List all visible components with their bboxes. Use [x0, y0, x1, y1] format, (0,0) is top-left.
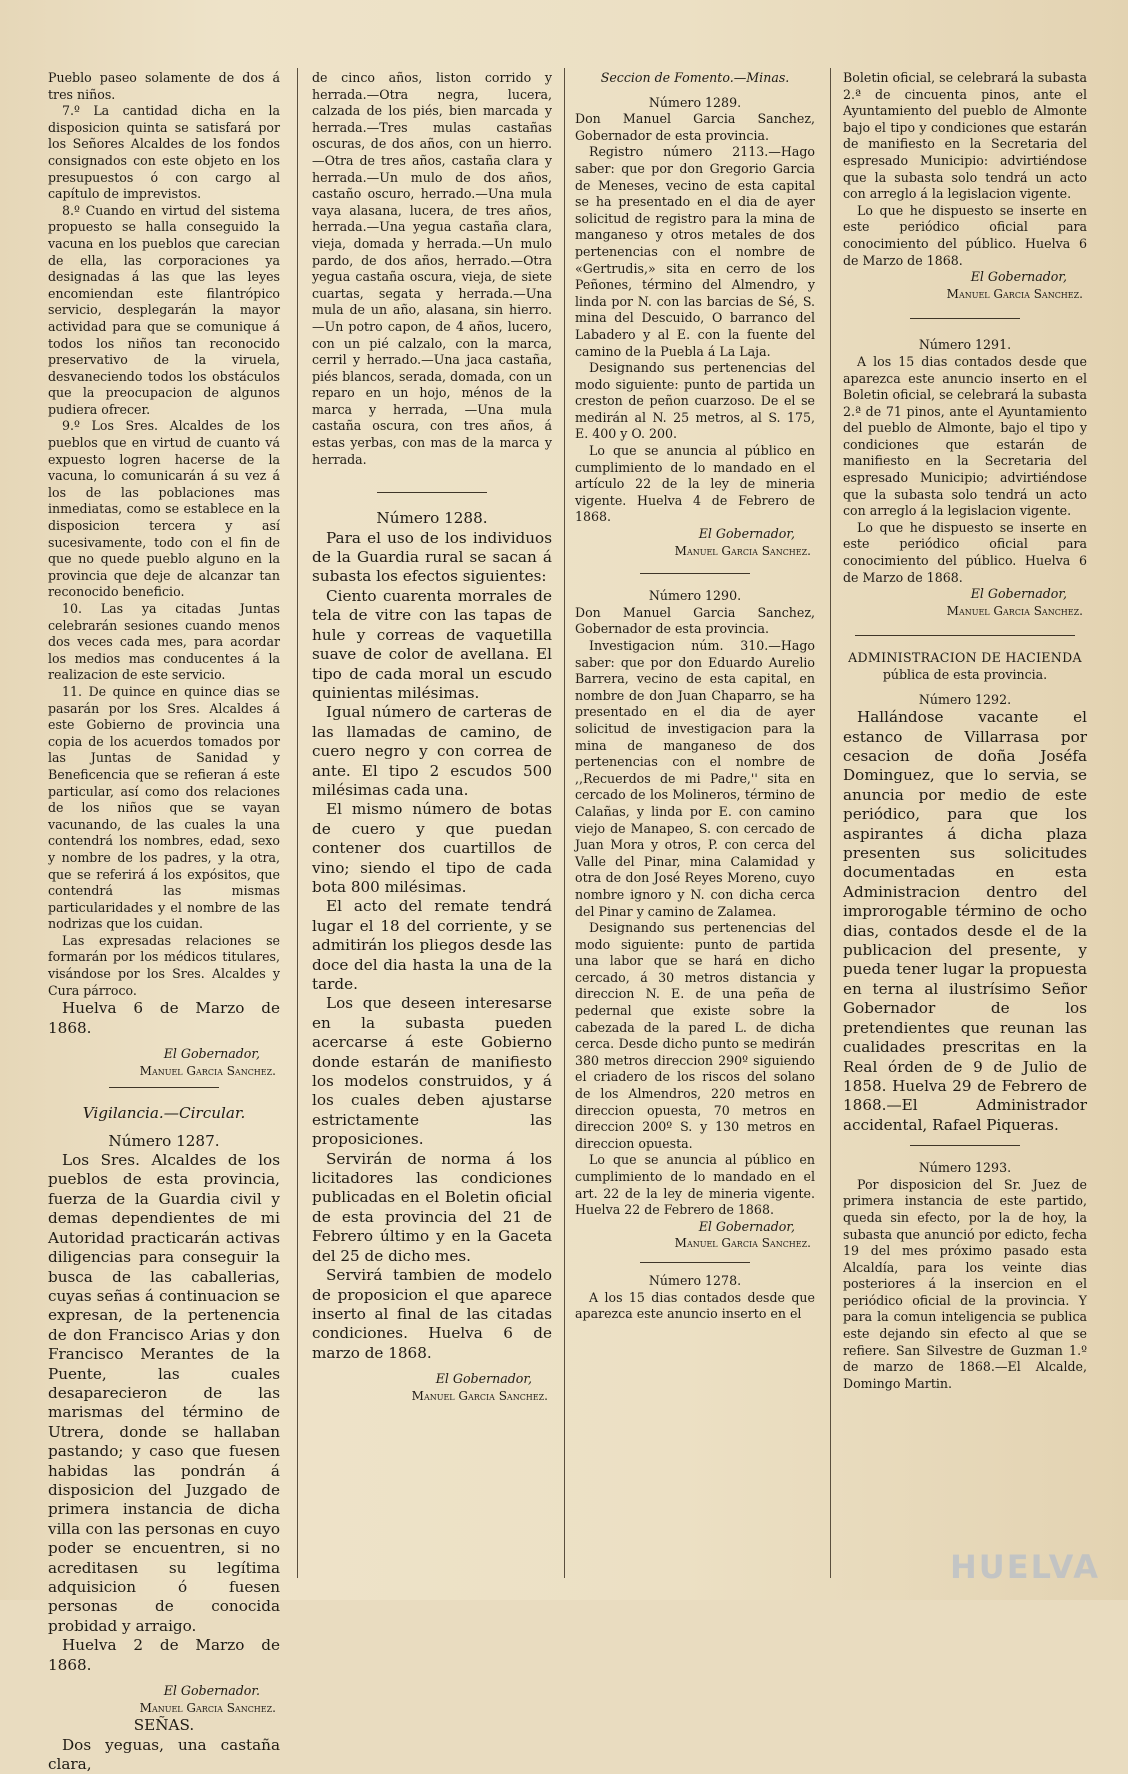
signature-name: Manuel Garcia Sanchez.	[946, 603, 1083, 618]
paragraph: 11. De quince en quince dias se pasarán por los Sres. Alcaldes á este Gobierno de provincia una copia de los acuerdos tomados por las Juntas de Sanidad y Beneficencia que se refieran á este particular, así como dos relaciones de los niños que se vayan vacunando, de las cuales la una contendrá los nombres, edad, sexo y nombre de los padres, y la otra, que se referirá á los expósitos, que contendrá las mismas particularidades y el nombre de las nodrizas que los cuidan.	[48, 683, 280, 932]
notice-number: Número 1293.	[918, 1160, 1012, 1176]
paragraph: 10. Las ya citadas Juntas celebrarán sesiones cuando menos dos veces cada mes, para acordar los medios mas conducentes á la realizacion de este servicio.	[48, 601, 280, 683]
paragraph: Hallándose vacante el estanco de Villarrasa por cesacion de doña Joséfa Dominguez, que lo servia, se anuncia por medio de este periódico, para que los aspirantes á dicha plaza presenten sus solicitudes documentadas en esta Administracion dentro del improrogable término de ocho dias, contados desde el de la publicacion del presente, y pueda tener lugar la propuesta en terna al ilustrísimo Señor Gobernador de los pretendientes que reunan las cualidades prescritas en la Real órden de 9 de Julio de 1858. Huelva 29 de Febrero de 1868.—El Administrador accidental, Rafael Piqueras.	[843, 708, 1087, 1134]
paragraph: Las expresadas relaciones se formarán por los médicos titulares, visándose por los Sres. Alcaldes y Cura párroco.	[48, 932, 280, 998]
notice-number: Número 1292.	[918, 691, 1012, 707]
column-rule	[564, 68, 565, 1578]
signature-title: El Gobernador.	[163, 1683, 260, 1699]
paragraph: Servirá tambien de modelo de proposicion el que aparece inserto al final de las citadas condiciones. Huelva 6 de marzo de 1868.	[312, 1266, 552, 1362]
paragraph: Por disposicion del Sr. Juez de primera instancia de este partido, queda sin efecto, por la de hoy, la subasta que anunció por edicto, fecha 19 del mes próximo pasado esta Alcaldía, para los veinte dias posteriores á la insercion en el periódico oficial de la provincia. Y para la comun inteligencia se publica este dejando sin efecto al que se refiere. San Silvestre de Guzman 1.º de marzo de 1868.—El Alcalde, Domingo Martin.	[843, 1176, 1087, 1391]
notice-number: Número 1287.	[108, 1131, 220, 1150]
signature-name: Manuel Garcia Sanchez.	[139, 1063, 276, 1078]
date-line: Huelva 6 de Marzo de 1868.	[48, 999, 280, 1037]
separator	[910, 1145, 1020, 1146]
signature-title: El Gobernador,	[698, 1218, 795, 1234]
separator	[640, 573, 750, 574]
separator	[109, 1087, 219, 1088]
signature-title: El Gobernador,	[970, 269, 1067, 285]
signature-title: El Gobernador,	[698, 526, 795, 542]
paragraph: Igual número de carteras de las llamadas de camino, de cuero negro y con correa de ante. El tipo 2 escudos 500 milésimas cada una.	[312, 703, 552, 799]
signature-title: El Gobernador,	[435, 1371, 532, 1387]
paragraph: Lo que he dispuesto se inserte en este periódico oficial para conocimiento del público. Huelva 6 de Marzo de 1868.	[843, 519, 1087, 585]
paragraph: Dos yeguas, una castaña clara,	[48, 1735, 280, 1774]
paragraph: 8.º Cuando en virtud del sistema propuesto se halla conseguido la vacuna en los pueblos que carecian de ella, las corporaciones ya designadas á las que las leyes encomiendan este filantrópico servicio, desplegarán la mayor actividad para que se comunique á todos los niños tan reconocido preservativo de la viruela, desvaneciendo todos los obstáculos que la preocupacion de algunos pudiera ofrecer.	[48, 202, 280, 417]
section-heading: SEÑAS.	[133, 1716, 195, 1735]
notice-number: Número 1291.	[918, 337, 1012, 353]
paragraph: Ciento cuarenta morrales de tela de vitre con las tapas de hule y correas de vaquetilla suave de color de avellana. El tipo de cada moral un escudo quinientas milésimas.	[312, 586, 552, 702]
signature-name: Manuel Garcia Sanchez.	[674, 1236, 811, 1251]
paragraph: Boletin oficial, se celebrará la subasta 2.ª de cincuenta pinos, ante el Ayuntamiento del pueblo de Almonte bajo el tipo y condiciones que estarán de manifiesto en la Secretaria del espresado Municipio: advirtiéndose que la subasta solo tendrá un acto con arreglo á la legislacion vigente.	[843, 70, 1087, 202]
paragraph: Designando sus pertenencias del modo siguiente: punto de partida un creston de peñon cuarzoso. De el se medirán al N. 25 metros, al S. 175, E. 400 y O. 200.	[575, 360, 815, 442]
notice-header: Don Manuel Garcia Sanchez, Gobernador de esta provincia.	[575, 111, 815, 143]
section-subheading: pública de esta provincia.	[882, 667, 1048, 682]
paragraph: Para el uso de los individuos de la Guardia rural se sacan á subasta los efectos siguientes:	[312, 528, 552, 586]
signature-name: Manuel Garcia Sanchez.	[411, 1388, 548, 1403]
paragraph: A los 15 dias contados desde que aparezca este anuncio inserto en el Boletin oficial, se celebrará la subasta 2.ª de 71 pinos, ante el Ayuntamiento del pueblo de Almonte, bajo el tipo y condiciones que estarán de manifiesto en la Secretaria del espresado Municipio; advirtiéndose que la subasta solo tendrá un acto con arreglo á la legislacion vigente.	[843, 353, 1087, 519]
paragraph: Lo que se anuncia al público en cumplimiento de lo mandado en el artículo 22 de la ley de mineria vigente. Huelva 4 de Febrero de 1868.	[575, 443, 815, 525]
paragraph: A los 15 dias contados desde que aparezca este anuncio inserto en el	[575, 1289, 815, 1322]
paragraph: Los que deseen interesarse en la subasta pueden acercarse á este Gobierno donde estarán de manifiesto los modelos construidos, y á los cuales deben ajustarse estrictamente las proposiciones.	[312, 994, 552, 1149]
separator	[640, 1262, 750, 1263]
paragraph: 9.º Los Sres. Alcaldes de los pueblos que en virtud de cuanto vá expuesto logren hacerse de la vacuna, lo comunicarán á su vez á los de las poblaciones mas inmediatas, como se establece en la disposicion tercera y así sucesivamente, todo con el fin de que no quede pueblo alguno en la provincia que deje de alcanzar tan reconocido beneficio.	[48, 418, 280, 600]
paragraph: Los Sres. Alcaldes de los pueblos de esta provincia, fuerza de la Guardia civil y demas dependientes de mi Autoridad practicarán activas diligencias para conseguir la busca de las caballerias, cuyas señas á continuacion se expresan, de la pertenencia de don Francisco Arias y don Francisco Merantes de la Puente, las cuales desaparecieron de las marismas del término de Utrera, donde se hallaban pastando; y caso que fuesen habidas las pondrán á disposicion del Juzgado de primera instancia de dicha villa con las personas en cuyo poder se encuentren, si no acreditasen su legítima adquisicion ó fuesen personas de conocida probidad y arraigo.	[48, 1151, 280, 1635]
notice-number: Número 1278.	[648, 1272, 742, 1288]
section-heading: Seccion de Fomento.—Minas.	[600, 70, 790, 85]
separator	[855, 635, 1075, 636]
section-heading: Vigilancia.—Circular.	[82, 1104, 246, 1123]
separator	[377, 492, 487, 493]
column-rule	[830, 68, 831, 1578]
notice-number: Número 1290.	[648, 588, 742, 604]
notice-header: Don Manuel Garcia Sanchez, Gobernador de esta provincia.	[575, 604, 815, 637]
separator	[910, 318, 1020, 319]
paragraph: Pueblo paseo solamente de dos á tres niños.	[48, 70, 280, 102]
column-2	[312, 70, 552, 1580]
notice-number: Número 1288.	[376, 509, 488, 528]
notice-number: Número 1289.	[648, 94, 742, 110]
section-heading: ADMINISTRACION DE HACIENDA	[848, 650, 1082, 666]
paragraph: Designando sus pertenencias del modo siguiente: punto de partida una labor que se hará en dicho cercado, á 30 metros distancia y direccion N. E. de una peña de pedernal que existe sobre la cabezada de la pared L. de dicha cerca. Desde dicho punto se medirán 380 metros direccion 290º siguiendo el criadero de los riscos del solano de los Almendros, 220 metros en direccion opuesta, 70 metros en direccion 200º S. y 130 metros en direccion opuesta.	[575, 920, 815, 1151]
paragraph: Registro número 2113.—Hago saber: que por don Gregorio Garcia de Meneses, vecino de esta capital se ha presentado en el dia de ayer solicitud de registro para la mina de manganeso y otros metales de dos pertenencias con el nombre de «Gertrudis,» sita en cerro de los Peñones, término del Almendro, y linda por N. con las barcias de Sé, S. mina del Descuido, O barranco del Labadero y al E. con la fuente del camino de la Puebla á La Laja.	[575, 144, 815, 359]
column-3	[575, 70, 815, 1580]
paragraph: Servirán de norma á los licitadores las condiciones publicadas en el Boletin oficial de esta provincia del 21 de Febrero último y en la Gaceta del 25 de dicho mes.	[312, 1149, 552, 1265]
column-4	[843, 70, 1087, 1580]
paragraph: El mismo número de botas de cuero y que puedan contener dos cuartillos de vino; siendo el tipo de cada bota 800 milésimas.	[312, 800, 552, 896]
signature-title: El Gobernador,	[970, 586, 1067, 602]
paragraph: Lo que he dispuesto se inserte en este periódico oficial para conocimiento del público. Huelva 6 de Marzo de 1868.	[843, 202, 1087, 268]
paragraph: Lo que se anuncia al público en cumplimiento de lo mandado en el art. 22 de la ley de mineria vigente. Huelva 22 de Febrero de 1868.	[575, 1152, 815, 1218]
column-rule	[297, 68, 298, 1578]
signature-title: El Gobernador,	[163, 1046, 260, 1062]
paragraph: Investigacion núm. 310.—Hago saber: que por don Eduardo Aurelio Barrera, vecino de esta capital, en nombre de don Juan Chaparro, se ha presentado en el dia de ayer solicitud de investigacion para la mina de manganeso de dos pertenencias con el nombre de ,,Recuerdos de mi Padre,'' sita en cercado de los Molineros, término de Calañas, y linda por E. con camino viejo de Manapeo, S. con cercado de Juan Mora y otros, P. con cerca del Valle del Pinar, mina Calamidad y otra de don José Reyes Moreno, cuyo nombre ignoro y N. con dicha cerca del Pinar y camino de Zalamea.	[575, 638, 815, 919]
column-1	[48, 70, 280, 1774]
watermark-logo: HUELVA	[950, 1548, 1100, 1586]
signature-name: Manuel Garcia Sanchez.	[674, 543, 811, 558]
signature-name: Manuel Garcia Sanchez.	[139, 1700, 276, 1715]
paragraph: de cinco años, liston corrido y herrada.—Otra negra, lucera, calzada de los piés, bien marcada y herrada.—Tres mulas castañas oscuras, de dos años, con un hierro.—Otra de tres años, castaña clara y herrada.—Un mulo de dos años, castaño oscuro, herrado.—Una mula vaya alasana, lucera, de tres años, herrada.—Una yegua castaña clara, vieja, domada y herrada.—Un mulo pardo, de dos años, herrado.—Otra yegua castaña oscura, vieja, de siete cuartas, segata y herrada.—Una mula de un año, alasana, sin hierro.—Un potro capon, de 4 años, lucero, con un pié calzalo, con la marca, cerril y herrado.—Una jaca castaña, piés blancos, serada, domada, con un reparo en un hojo, ménos de la marca y herrada, —Una mula castaña oscura, con tres años, á estas yerbas, con mas de la marca y herrada.	[312, 70, 552, 467]
date-line: Huelva 2 de Marzo de 1868.	[48, 1636, 280, 1674]
signature-name: Manuel Garcia Sanchez.	[946, 286, 1083, 301]
paragraph: El acto del remate tendrá lugar el 18 del corriente, y se admitirán los pliegos desde las doce del dia hasta la una de la tarde.	[312, 897, 552, 993]
paragraph: 7.º La cantidad dicha en la disposicion quinta se satisfará por los Señores Alcaldes de los fondos consignados con este objeto en los presupuestos ó con cargo al capítulo de imprevistos.	[48, 103, 280, 202]
